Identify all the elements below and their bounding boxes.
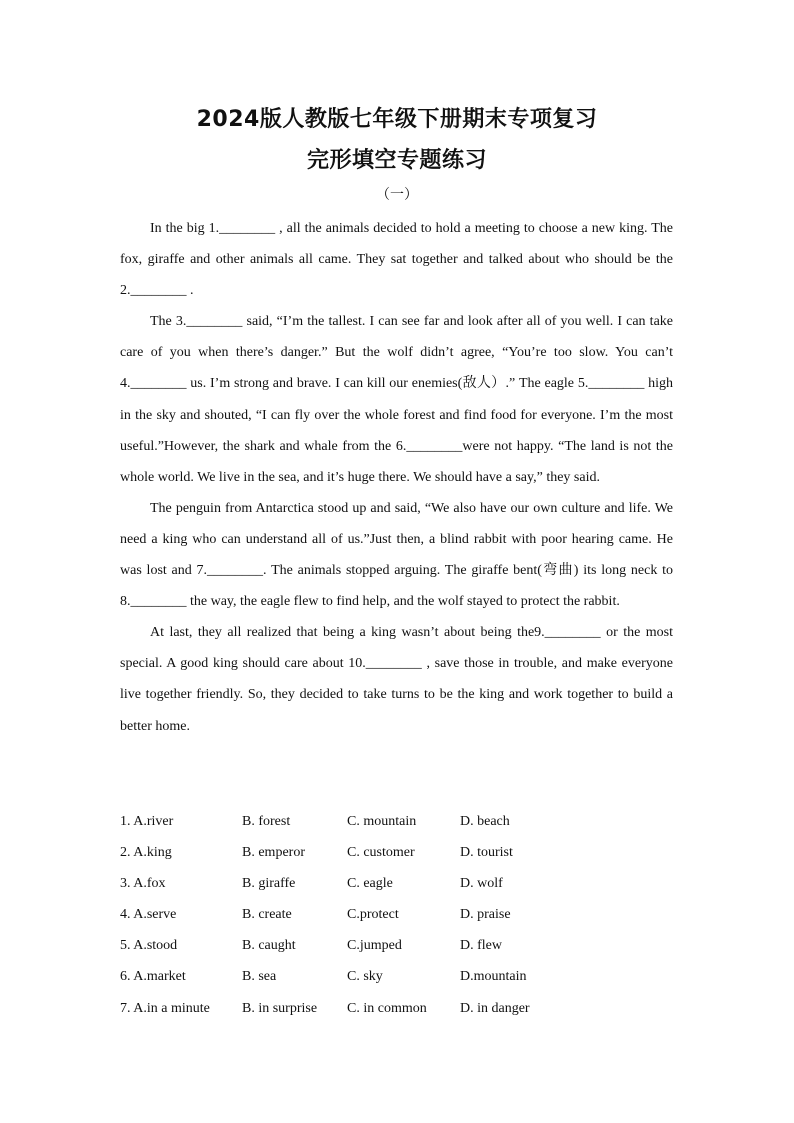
option-c: C. sky: [347, 969, 383, 985]
option-c: C. mountain: [347, 814, 417, 829]
option-d: D. beach: [460, 814, 510, 829]
passage-paragraph: The penguin from Antarctica stood up and said, “We also have our own culture and life. We need a king who can understand all of us.”Just then, a blind rabbit with poor hearing came. He was lost and 7.________. The animals stopped arguing. The giraffe bent(弯曲) its long neck to 8.________ the way, the eagle flew to find help, and the wolf stayed to protect the rabbit.: [120, 500, 673, 610]
option-a: 4. A.serve: [120, 907, 177, 923]
option-d: D. flew: [460, 938, 502, 954]
answer-options: [120, 806, 680, 1024]
option-a: 7. A.in a minute: [120, 1000, 210, 1016]
document-subtitle: 完形填空专题练习: [306, 148, 487, 173]
option-d: D. wolf: [460, 876, 503, 892]
option-a: 5. A.stood: [120, 938, 178, 954]
passage-paragraph: The 3.________ said, “I’m the tallest. I can see far and look after all of you well. I can take care of you when there’s danger.” But the wolf didn’t agree, “You’re too slow. You can’t 4.________ us. I’m strong and brave. I can kill our enemies(敌人）.” The eagle 5.________ high in the sky and shouted, “I can fly over the whole forest and find food for everyone. I’m the most useful.”However, the shark and whale from the 6.________were not happy. “The land is not the whole world. We live in the sea, and it’s huge there. We should have a say,” they said.: [120, 314, 673, 485]
option-c: C.protect: [347, 907, 399, 923]
option-c: C. in common: [347, 1000, 427, 1016]
option-d: D. praise: [460, 907, 511, 923]
question-row: [120, 837, 680, 868]
option-b: B. sea: [242, 969, 277, 985]
option-b: B. emperor: [242, 845, 305, 861]
option-d: D. tourist: [460, 845, 513, 861]
option-a: 6. A.market: [120, 969, 186, 985]
question-row: [120, 899, 680, 930]
section-label: （一）: [376, 188, 418, 203]
option-d: D.mountain: [460, 969, 527, 985]
option-a: 3. A.fox: [120, 876, 166, 892]
question-row: [120, 961, 680, 992]
option-c: C. eagle: [347, 876, 393, 892]
question-row: [120, 993, 680, 1024]
document-title: 2024版人教版七年级下册期末专项复习: [196, 107, 598, 132]
option-a: 2. A.king: [120, 845, 172, 861]
question-row: [120, 930, 680, 961]
question-row: [120, 806, 680, 837]
option-b: B. giraffe: [242, 876, 296, 892]
cloze-passage: [120, 213, 673, 742]
option-b: B. create: [242, 907, 292, 923]
passage-paragraph: In the big 1.________ , all the animals decided to hold a meeting to choose a new king. The fox, giraffe and other animals all came. They sat together and talked about who should be the 2.________ .: [120, 221, 673, 299]
passage-paragraph: At last, they all realized that being a king wasn’t about being the9.________ or the most special. A good king should care about 10.________ , save those in trouble, and make everyone live together friendly. So, they decided to take turns to be the king and work together to build a better home.: [120, 625, 673, 734]
option-d: D. in danger: [460, 1000, 530, 1016]
question-row: [120, 868, 680, 899]
option-a: 1. A.river: [120, 814, 174, 829]
option-b: B. in surprise: [242, 1000, 318, 1016]
option-b: B. forest: [242, 814, 291, 829]
option-b: B. caught: [242, 938, 296, 954]
option-c: C.jumped: [347, 938, 402, 954]
option-c: C. customer: [347, 845, 415, 861]
